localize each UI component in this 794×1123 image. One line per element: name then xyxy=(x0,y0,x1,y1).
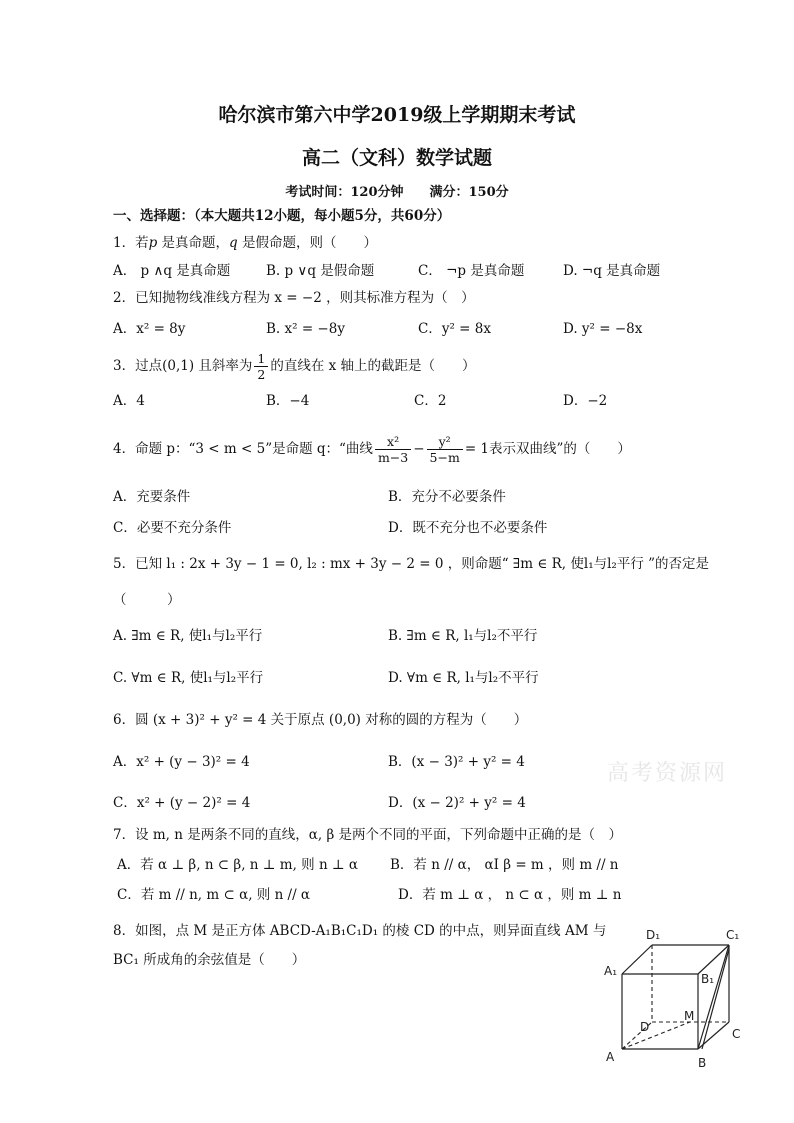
q4-f2-den: 5−m xyxy=(429,450,460,465)
q1-option-d: D. ¬q 是真命题 xyxy=(563,263,661,279)
question-3 xyxy=(113,351,476,382)
q1-option-a: A． p ∧q 是真命题 xyxy=(113,263,231,279)
q4-f2-num: y² xyxy=(427,434,463,450)
section-heading: 一、选择题：（本大题共12小题，每小题5分，共60分） xyxy=(113,208,451,224)
label-d1: D₁ xyxy=(646,928,661,942)
q7-option-b: B．若 n // α， αI β = m ，则 m // n xyxy=(390,857,619,873)
label-b1: B₁ xyxy=(701,972,715,986)
q3-frac-den: 2 xyxy=(257,367,266,382)
q6-option-c: C．x² + (y − 2)² = 4 xyxy=(113,795,251,811)
question-2: 2．已知抛物线准线方程为 x = −2 ，则其标准方程为（ ） xyxy=(113,290,475,306)
label-c: C xyxy=(732,1027,741,1041)
q3-option-b: B．−4 xyxy=(266,393,310,409)
q3-option-d: D．−2 xyxy=(563,393,608,409)
label-b: B xyxy=(698,1056,707,1070)
exam-subtitle: 高二（文科）数学试题 xyxy=(301,147,492,169)
q7-option-a: A．若 α ⊥ β, n ⊂ β, n ⊥ m, 则 n ⊥ α xyxy=(117,857,359,873)
q3-stem-b: 的直线在 x 轴上的截距是（ ） xyxy=(270,358,476,374)
q4-option-c: C．必要不充分条件 xyxy=(113,520,232,536)
q4-f1-den: m−3 xyxy=(377,450,409,465)
q4-f1-num: x² xyxy=(375,434,411,450)
question-8-line2: BC₁ 所成角的余弦值是（ ） xyxy=(113,952,306,968)
q1-option-c: C． ¬p 是真命题 xyxy=(418,263,525,279)
q1-p: p xyxy=(148,235,158,251)
q2-option-d: D. y² = −8x xyxy=(563,321,643,337)
q2-option-c: C．y² = 8x xyxy=(418,321,491,337)
label-a: A xyxy=(606,1050,615,1064)
hidden-segment-am xyxy=(622,1022,690,1049)
q4-stem-a: 4．命题 p：“3 < m < 5”是命题 q：“曲线 xyxy=(113,441,373,457)
q4-option-d: D．既不充分也不必要条件 xyxy=(388,520,548,536)
q5-option-a: A. ∃m ∈ R, 使l₁与l₂平行 xyxy=(113,628,263,644)
question-1 xyxy=(113,234,377,252)
q1-stem-b: 是真命题， xyxy=(157,235,230,251)
label-m: M xyxy=(684,1009,695,1023)
cube-figure xyxy=(598,925,758,1075)
q4-stem-b: = 1表示双曲线”的（ ） xyxy=(464,441,631,457)
q7-option-d: D．若 m ⊥ α ， n ⊂ α ，则 m ⊥ n xyxy=(398,887,622,903)
q5-option-b: B. ∃m ∈ R, l₁与l₂不平行 xyxy=(388,628,538,644)
q4-fraction-1 xyxy=(375,434,411,465)
q1-q: q xyxy=(229,235,238,251)
q4-fraction-2 xyxy=(427,434,463,465)
q3-stem-a: 3．过点(0,1) 且斜率为 xyxy=(113,358,253,374)
q6-option-b: B．(x − 3)² + y² = 4 xyxy=(388,754,525,770)
exam-info: 考试时间：120分钟 满分：150分 xyxy=(285,185,509,200)
label-d: D xyxy=(640,1020,650,1034)
q1-stem-c: 是假命题，则（ ） xyxy=(237,235,377,251)
segment-bc1 xyxy=(698,945,729,1049)
q4-option-a: A．充要条件 xyxy=(113,489,191,505)
q7-option-c: C．若 m // n, m ⊂ α, 则 n // α xyxy=(117,887,311,903)
q2-option-b: B. x² = −8y xyxy=(266,321,345,337)
q2-option-a: A．x² = 8y xyxy=(113,321,186,337)
q1-stem-a: 1．若 xyxy=(113,235,149,251)
q6-option-d: D．(x − 2)² + y² = 4 xyxy=(388,795,526,811)
q5-option-c: C. ∀m ∈ R, 使l₁与l₂平行 xyxy=(113,670,264,686)
question-7: 7．设 m, n 是两条不同的直线，α, β 是两个不同的平面，下列命题中正确的是（ ） xyxy=(113,827,623,843)
exam-title: 哈尔滨市第六中学2019级上学期期末考试 xyxy=(218,104,576,126)
label-a1: A₁ xyxy=(604,964,618,978)
q3-option-c: C．2 xyxy=(414,393,447,409)
question-4 xyxy=(113,432,631,466)
question-6: 6．圆 (x + 3)² + y² = 4 关于原点 (0,0) 对称的圆的方程为（ ） xyxy=(113,712,528,728)
q3-frac-num: 1 xyxy=(254,351,268,367)
edge-a1d1 xyxy=(622,945,652,974)
label-c1: C₁ xyxy=(726,928,740,942)
question-5: 5．已知 l₁ : 2x + 3y − 1 = 0, l₂ : mx + 3y − 2 = 0 ，则命题“ ∃m ∈ R, 使l₁与l₂平行 ”的否定是 xyxy=(113,556,710,572)
q1-option-b: B. p ∨q 是假命题 xyxy=(266,263,375,279)
q4-option-b: B．充分不必要条件 xyxy=(388,489,506,505)
q6-option-a: A．x² + (y − 3)² = 4 xyxy=(113,754,250,770)
question-8-line1: 8．如图，点 M 是正方体 ABCD-A₁B₁C₁D₁ 的棱 CD 的中点，则异面直线 AM 与 xyxy=(113,923,607,939)
q3-option-a: A．4 xyxy=(113,393,145,409)
q3-fraction xyxy=(254,351,268,382)
q5-option-d: D. ∀m ∈ R, l₁与l₂不平行 xyxy=(388,670,539,686)
q4-minus: − xyxy=(413,441,425,457)
q5-answer-paren: （ ） xyxy=(113,592,181,608)
watermark: 高考资源网 xyxy=(607,761,728,786)
